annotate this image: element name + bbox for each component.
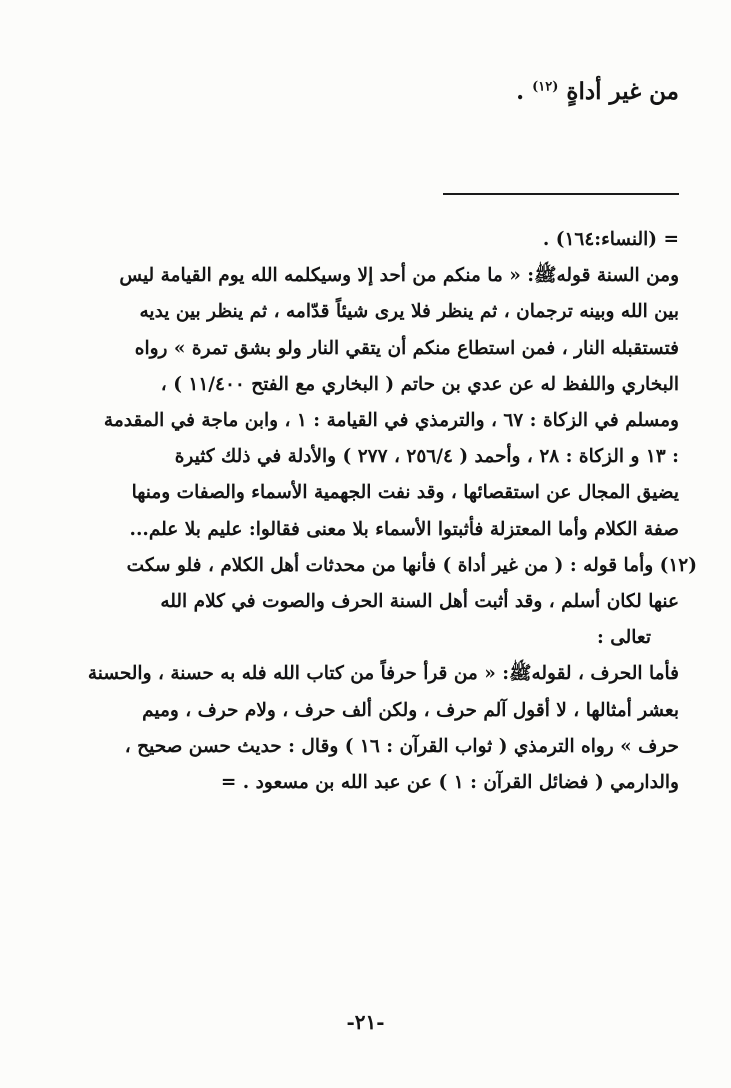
footnote-line: بعشر أمثالها ، لا أقول آلم حرف ، ولكن ألف حرف ، ولام حرف ، وميم	[142, 699, 679, 721]
footnote-line: والدارمي ( فضائل القرآن : ١ ) عن عبد الله بن مسعود . =	[220, 772, 679, 794]
footnote-line: فتستقبله النار ، فمن استطاع منكم أن يتقي النار ولو بشق تمرة » رواه	[134, 337, 679, 359]
footnote-line: : ١٣ و الزكاة : ٢٨ ، وأحمد ( ٢٥٦/٤ ، ٢٧٧ ) والأدلة في ذلك كثيرة	[174, 446, 679, 468]
footnote-divider	[443, 193, 679, 195]
footnote-line: ومن السنة قولهﷺ: « ما منكم من أحد إلا وسيكلمه الله يوم القيامة ليس	[119, 265, 679, 287]
footnote-line: بين الله وبينه ترجمان ، ثم ينظر فلا يرى شيئاً قدّامه ، ثم ينظر بين يديه	[139, 301, 679, 323]
footnote-line: تعالى :	[596, 627, 651, 649]
footnote-line: صفة الكلام وأما المعتزلة فأثبتوا الأسماء بلا معنى فقالوا: عليم بلا علم...	[129, 518, 679, 540]
main-text: من غير أداةٍ	[566, 78, 679, 105]
footnote-line: حرف » رواه الترمذي ( ثواب القرآن : ١٦ ) وقال : حديث حسن صحيح ،	[124, 735, 679, 757]
main-text-line	[516, 78, 679, 105]
footnote-12-start: (١٢) وأما قوله : ( من غير أداة ) فأنها من محدثات أهل الكلام ، فلو سكت	[126, 554, 697, 576]
footnote-line: ومسلم في الزكاة : ٦٧ ، والترمذي في القيامة : ١ ، وابن ماجة في المقدمة	[103, 410, 679, 432]
footnote-line: البخاري واللفظ له عن عدي بن حاتم ( البخاري مع الفتح ١١/٤٠٠ ) ،	[160, 373, 679, 395]
footnote-line: فأما الحرف ، لقولهﷺ: « من قرأ حرفاً من كتاب الله فله به حسنة ، والحسنة	[87, 663, 679, 685]
footnotes-block	[67, 222, 697, 801]
footnote-line: = (النساء:١٦٤) .	[542, 229, 679, 250]
footnote-reference: (١٢)	[532, 79, 559, 95]
footnote-line: عنها لكان أسلم ، وقد أثبت أهل السنة الحرف والصوت في كلام الله	[160, 591, 679, 613]
footnote-line: يضيق المجال عن استقصائها ، وقد نفت الجهمية الأسماء والصفات ومنها	[131, 482, 679, 504]
page-number: -٢١-	[346, 1010, 385, 1034]
main-text-end: .	[516, 78, 525, 105]
